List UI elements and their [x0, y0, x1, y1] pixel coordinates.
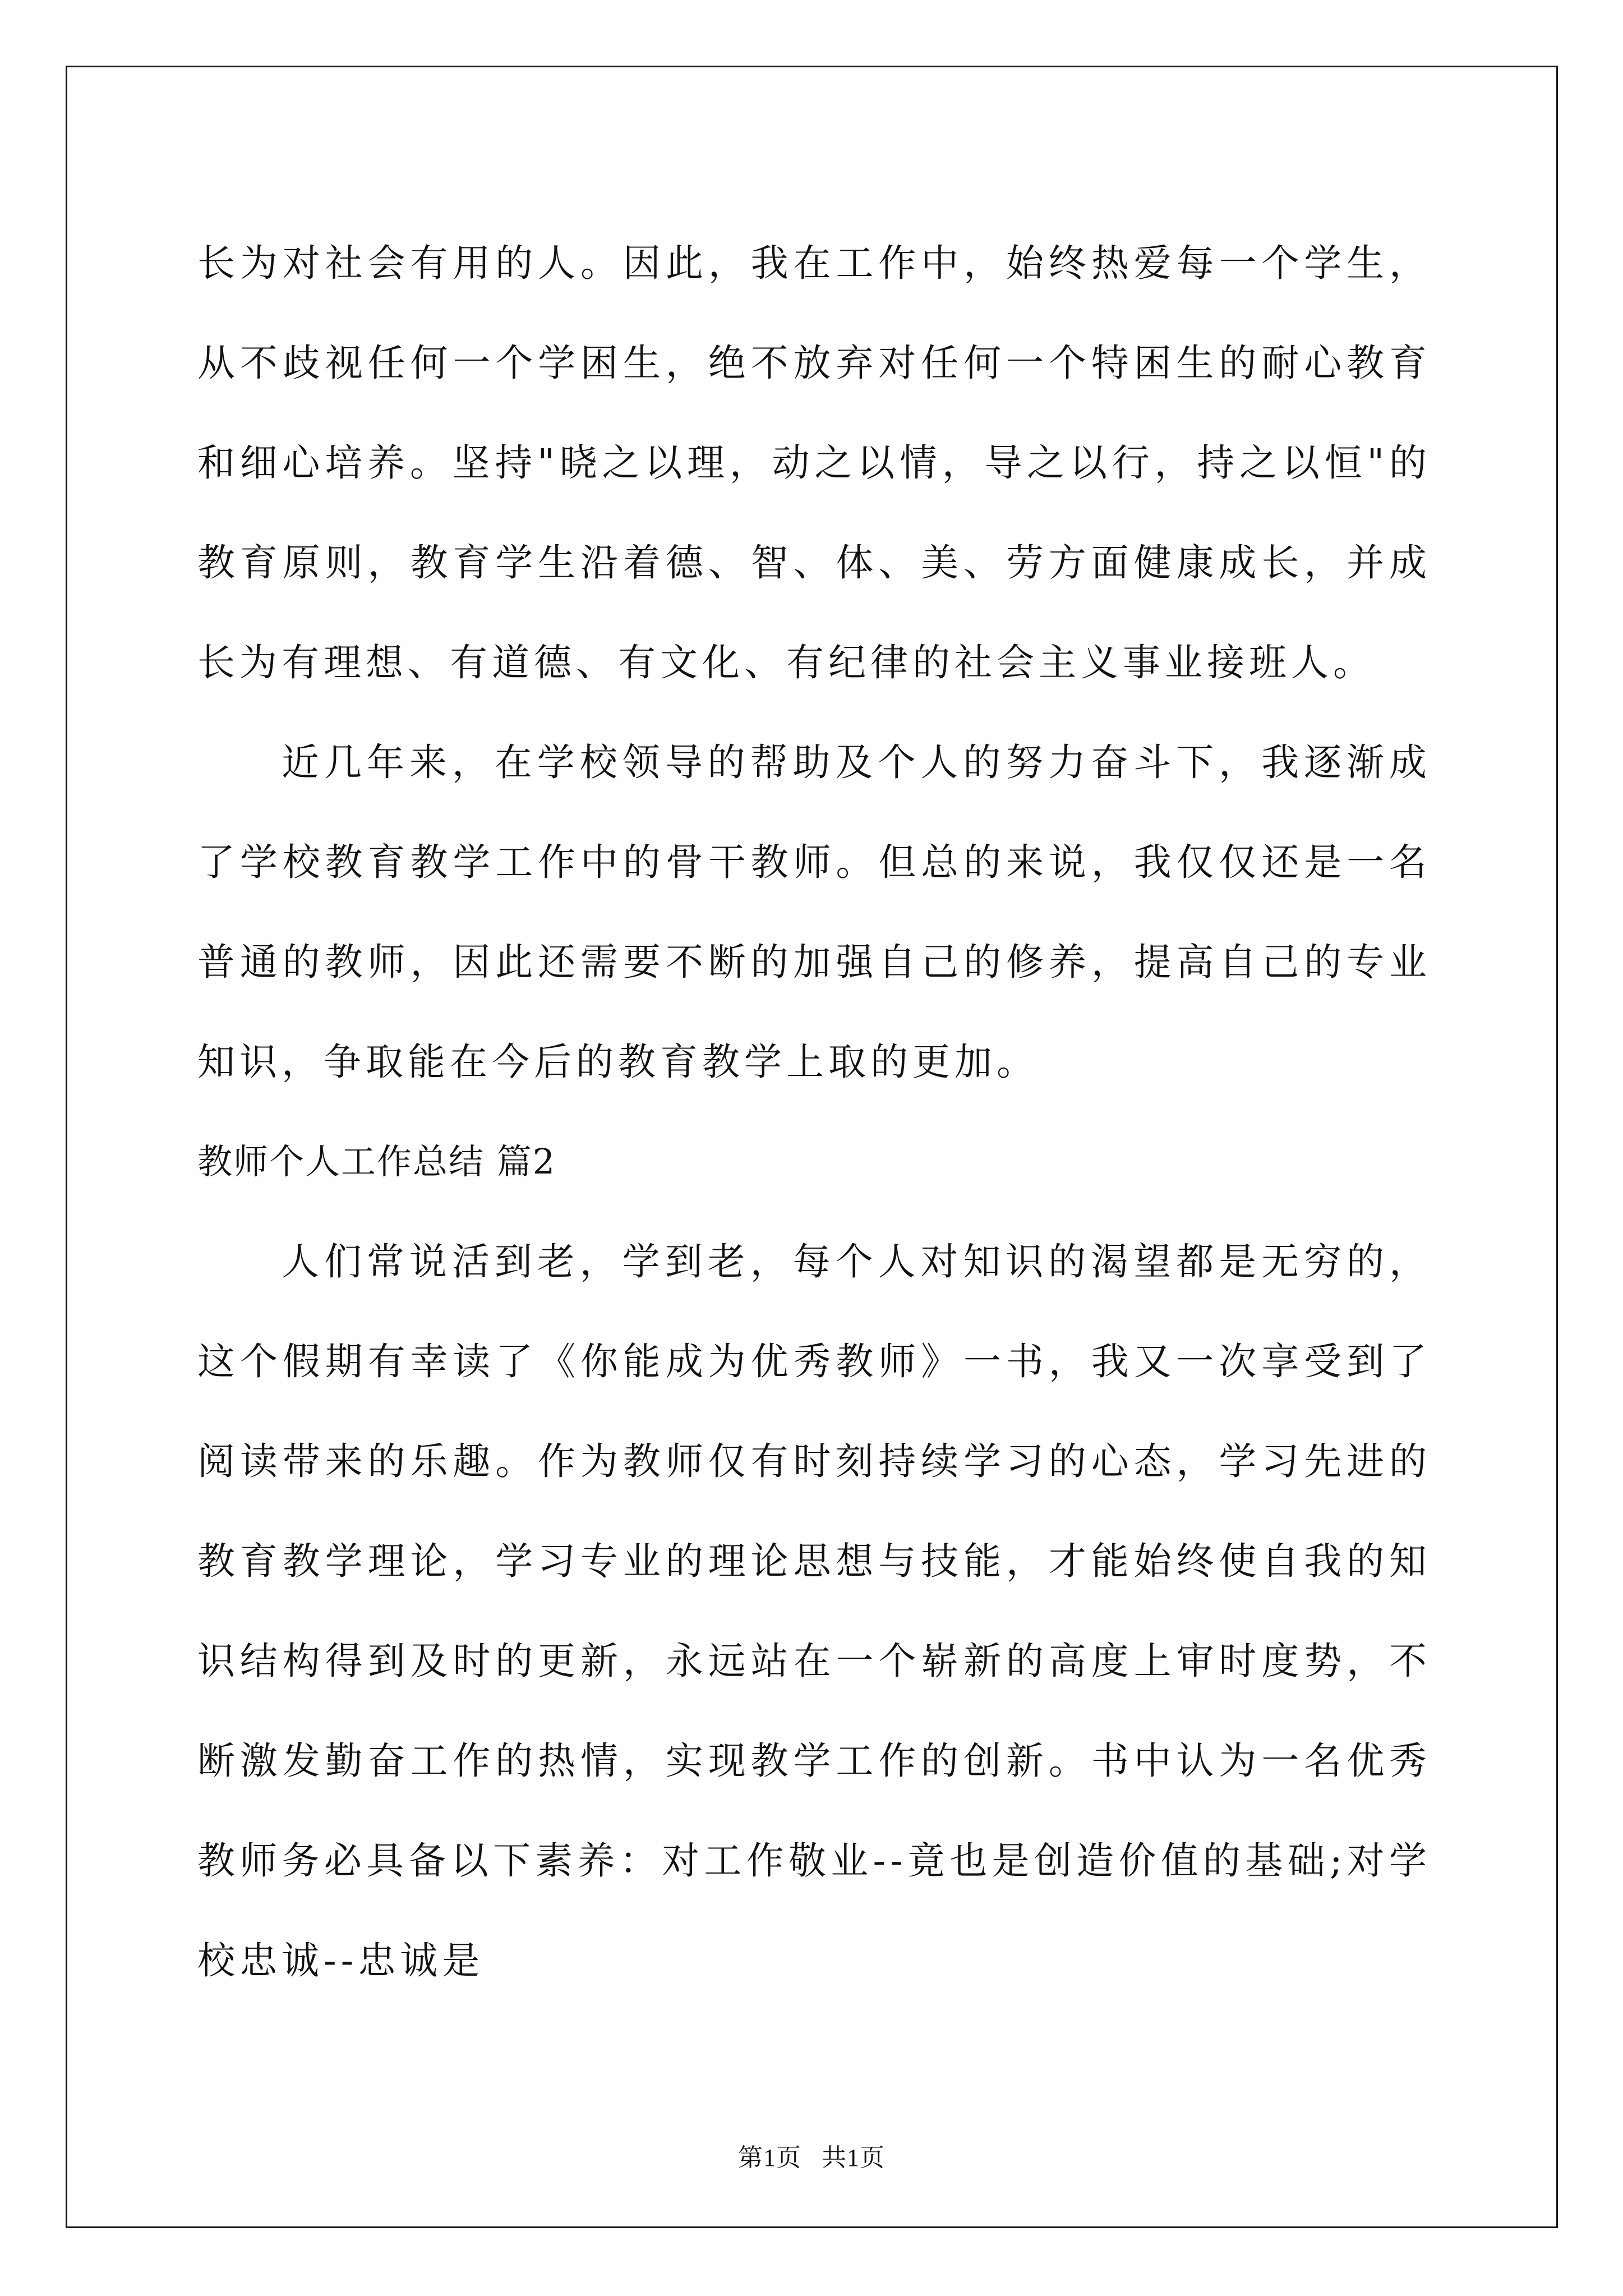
paragraph-3: 人们常说活到老，学到老，每个人对知识的渴望都是无穷的，这个假期有幸读了《你能成为优秀教师》一书，我又一次享受到了阅读带来的乐趣。作为教师仅有时刻持续学习的心态，学习先进的教育教学理论，学习专业的理论思想与技能，才能始终使自我的知识结构得到及时的更新，永远站在一个崭新的高度上审时度势，不断激发勤奋工作的热情，实现教学工作的创新。书中认为一名优秀教师务必具备以下素养：对工作敬业--竟也是创造价值的基础;对学校忠诚--忠诚是 [197, 1240, 1431, 1982]
paragraph-2: 近几年来，在学校领导的帮助及个人的努力奋斗下，我逐渐成了学校教育教学工作中的骨干教师。但总的来说，我仅仅还是一名普通的教师，因此还需要不断的加强自己的修养，提高自己的专业知识，争取能在今后的教育教学上取的更加。 [197, 740, 1431, 1084]
section-heading: 教师个人工作总结 篇2 [197, 1141, 556, 1182]
document-body [197, 213, 1431, 2010]
page-number: 第1页 [738, 2144, 801, 2171]
page-footer [0, 2137, 1623, 2173]
paragraph-1: 长为对社会有用的人。因此，我在工作中，始终热爱每一个学生，从不歧视任何一个学困生，绝不放弃对任何一个特困生的耐心教育和细心培养。坚持"晓之以理，动之以情，导之以行，持之以恒"的教育原则，教育学生沿着德、智、体、美、劳方面健康成长，并成长为有理想、有道德、有文化、有纪律的社会主义事业接班人。 [197, 241, 1431, 684]
page-total: 共1页 [822, 2144, 885, 2171]
